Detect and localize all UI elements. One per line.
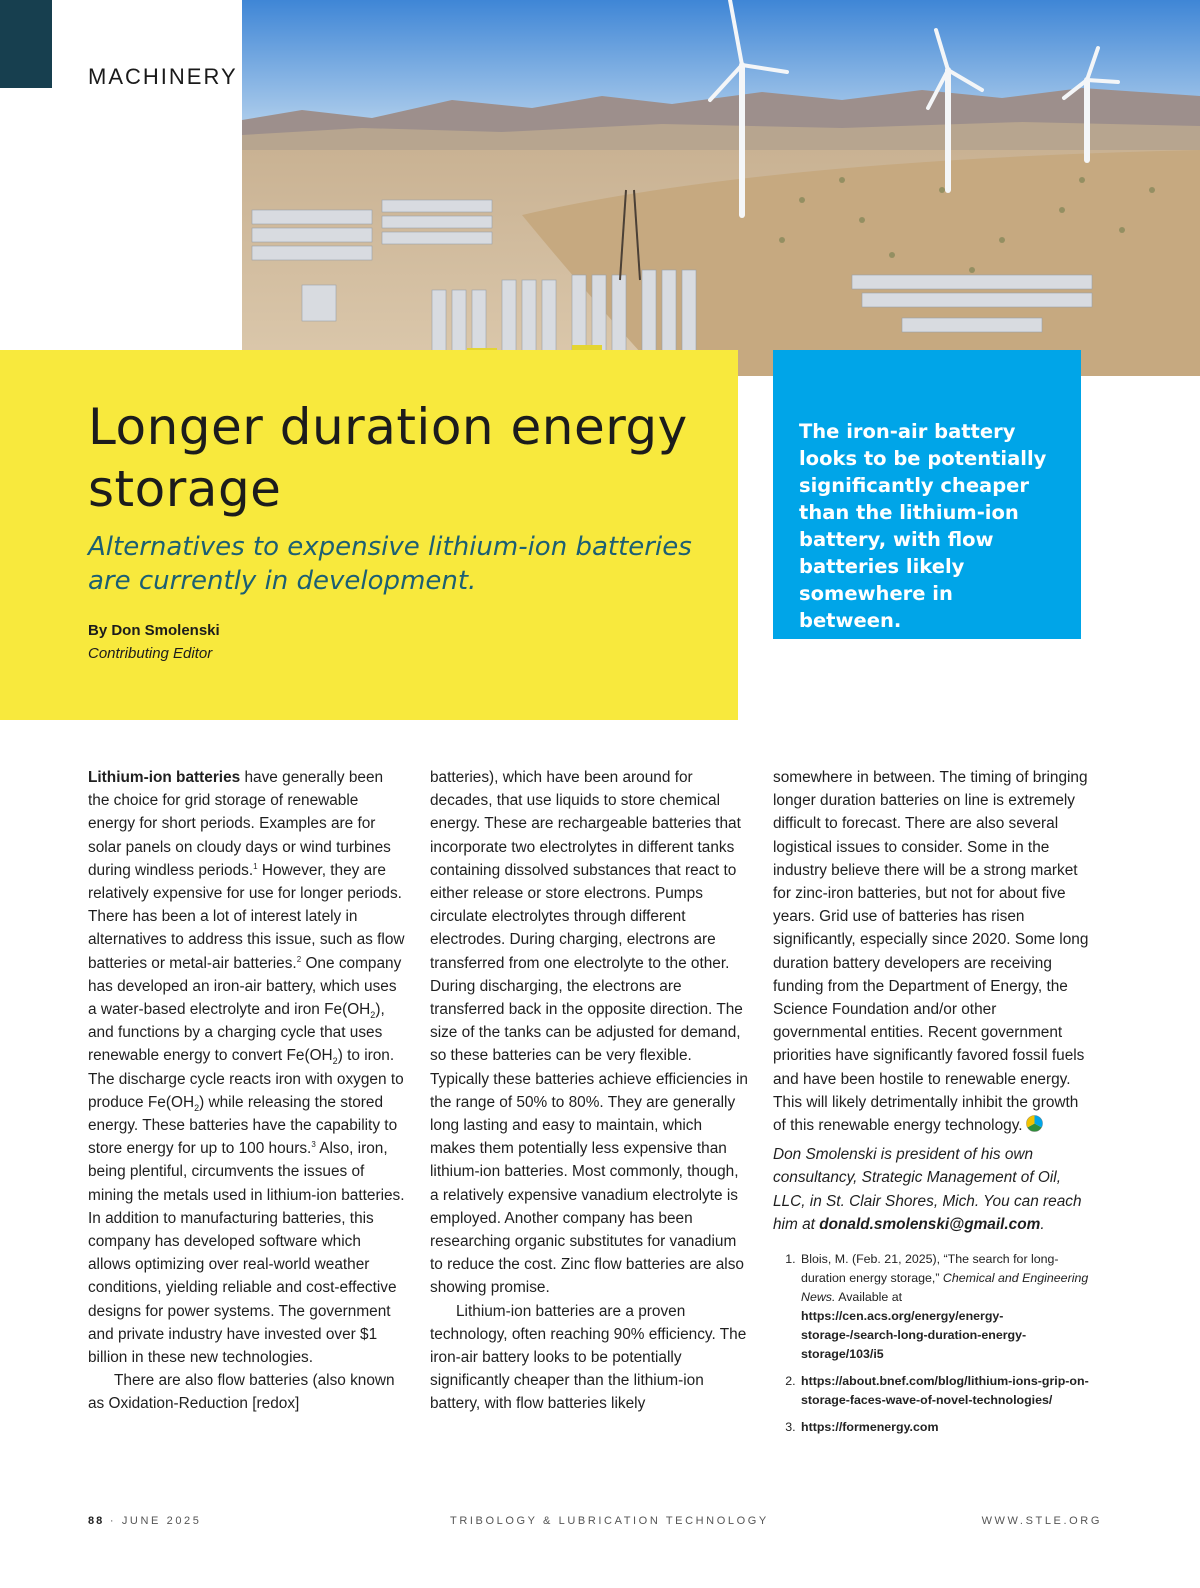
section-label: MACHINERY [88, 64, 238, 89]
headline: Longer duration energy storage [88, 398, 688, 518]
reference-list [773, 1250, 1093, 1437]
reference-item: 1. Blois, M. (Feb. 21, 2025), “The search for long-duration energy storage,” Chemical and Engineering News. Available at https://cen.acs.org/energy/energy-storage-/search-long-duration-energy-storage/103/i5 [799, 1250, 1093, 1364]
footer-publication: TRIBOLOGY & LUBRICATION TECHNOLOGY [450, 1515, 769, 1527]
byline-author: By Don Smolenski [88, 622, 220, 639]
footnote-ref: 2 [296, 954, 302, 964]
body-paragraph: batteries), which have been around for decades, that use liquids to store chemical energy. These are rechargeable batteries that incorporate two electrolytes in different tanks containing dissolved substances that react to either release or store electrons. Pumps circulate electrolytes through different electrodes. During charging, electrons are transferred from one electrolyte to the other. During discharging, the electrons are transferred back in the opposite direction. The size of the tanks can be adjusted for demand, so these batteries can be very flexible. Typically these batteries achieve efficiencies in the range of 50% to 80%. They are generally long lasting and easy to maintain, which makes them potentially less expensive than lithium-ion batteries. Most commonly, though, a relatively expensive vanadium electrolyte is employed. Another company has been researching organic substitutes for vanadium to reduce the cost. Zinc flow batteries are also showing promise. [430, 769, 748, 1297]
footnote-ref: 1 [253, 861, 258, 871]
footer-website[interactable]: WWW.STLE.ORG [981, 1515, 1102, 1527]
body-paragraph: There are also flow batteries (also known as Oxidation-Reduction [redox] [88, 1372, 395, 1413]
subhead: Alternatives to expensive lithium-ion batteries are currently in development. [88, 532, 692, 596]
byline-role: Contributing Editor [88, 645, 213, 662]
body-paragraph: somewhere in between. The timing of bringing longer duration batteries on line is extremely difficult to forecast. There are also several logistical issues to consider. Some in the industry believe there will be a strong market for zinc-iron batteries, but not for about five years. Grid use of batteries has risen significantly, especially since 2020. Some long duration battery developers are receiving funding from the Department of Energy, the Science Foundation and/or other governmental entities. Recent government priorities have significantly favored fossil fuels and have been hostile to renewable energy. This will likely detrimentally inhibit the growth of this renewable energy technology. [773, 766, 1093, 1139]
body-column-1 [88, 766, 406, 1416]
page-number: 88 [88, 1515, 105, 1527]
footnote-ref: 3 [311, 1140, 316, 1150]
body-column-3 [773, 766, 1093, 1445]
reference-link[interactable]: https://about.bnef.com/blog/lithium-ions-grip-on-storage-faces-wave-of-novel-technologies/ [801, 1374, 1089, 1408]
pull-quote [773, 350, 1081, 639]
lead-in: Lithium-ion batteries [88, 769, 241, 786]
hero-photo-wind-farm-battery-storage [242, 0, 1200, 376]
end-of-article-icon [1026, 1115, 1043, 1139]
body-paragraph: Lithium-ion batteries are a proven technology, often reaching 90% efficiency. The iron-air battery looks to be potentially significantly cheaper than the lithium-ion battery, with flow batteries likely [430, 1302, 747, 1413]
pull-quote-text: The iron-air battery looks to be potentially significantly cheaper than the lithium-ion battery, with flow batteries likely somewhere in between. [799, 420, 1047, 632]
reference-link[interactable]: https://cen.acs.org/energy/energy-storage-/search-long-duration-energy-storage/103/i5 [801, 1309, 1027, 1362]
reference-item [799, 1418, 1093, 1437]
author-bio: Don Smolenski is president of his own consultancy, Strategic Management of Oil, LLC, in St. Clair Shores, Mich. You can reach him at donald.smolenski@gmail.com. [773, 1146, 1082, 1233]
corner-accent-block [0, 0, 52, 88]
body-paragraph: Lithium-ion batteries have generally been the choice for grid storage of renewable energy for short periods. Examples are for solar panels on cloudy days or wind turbines during windless periods.$^1$ However, they are relatively expensive for use for longer periods. There has been a lot of interest lately in alternatives to address this issue, such as flow batteries or metal-air batteries.$^2$ One company has developed an iron-air battery, which uses a water-based electrolyte and iron $Fe(OH_2)$, and functions by a charging cycle that uses renewable energy to convert $Fe(OH_2)$ to iron. The discharge cycle reacts iron with oxygen to produce $Fe(OH_2)$ while releasing the stored energy. These batteries have the capability to store energy for up to 100 hours.$^3$ Also, iron, being plentiful, circumvents the issues of mining the metals used in lithium-ion batteries. In addition to manufacturing batteries, this company has developed software which allows optimizing over real-world weather conditions, yielding reliable and cost-effective designs for power systems. The government and private industry have invested over $1 billion in these new technologies. [88, 769, 405, 1367]
footer-page-date: 88 · JUNE 2025 [88, 1515, 202, 1527]
author-email[interactable]: donald.smolenski@gmail.com [819, 1215, 1041, 1233]
reference-item [799, 1372, 1093, 1410]
issue-date: JUNE 2025 [121, 1515, 202, 1527]
reference-link[interactable]: https://formenergy.com [801, 1420, 939, 1435]
body-column-2 [430, 766, 748, 1416]
